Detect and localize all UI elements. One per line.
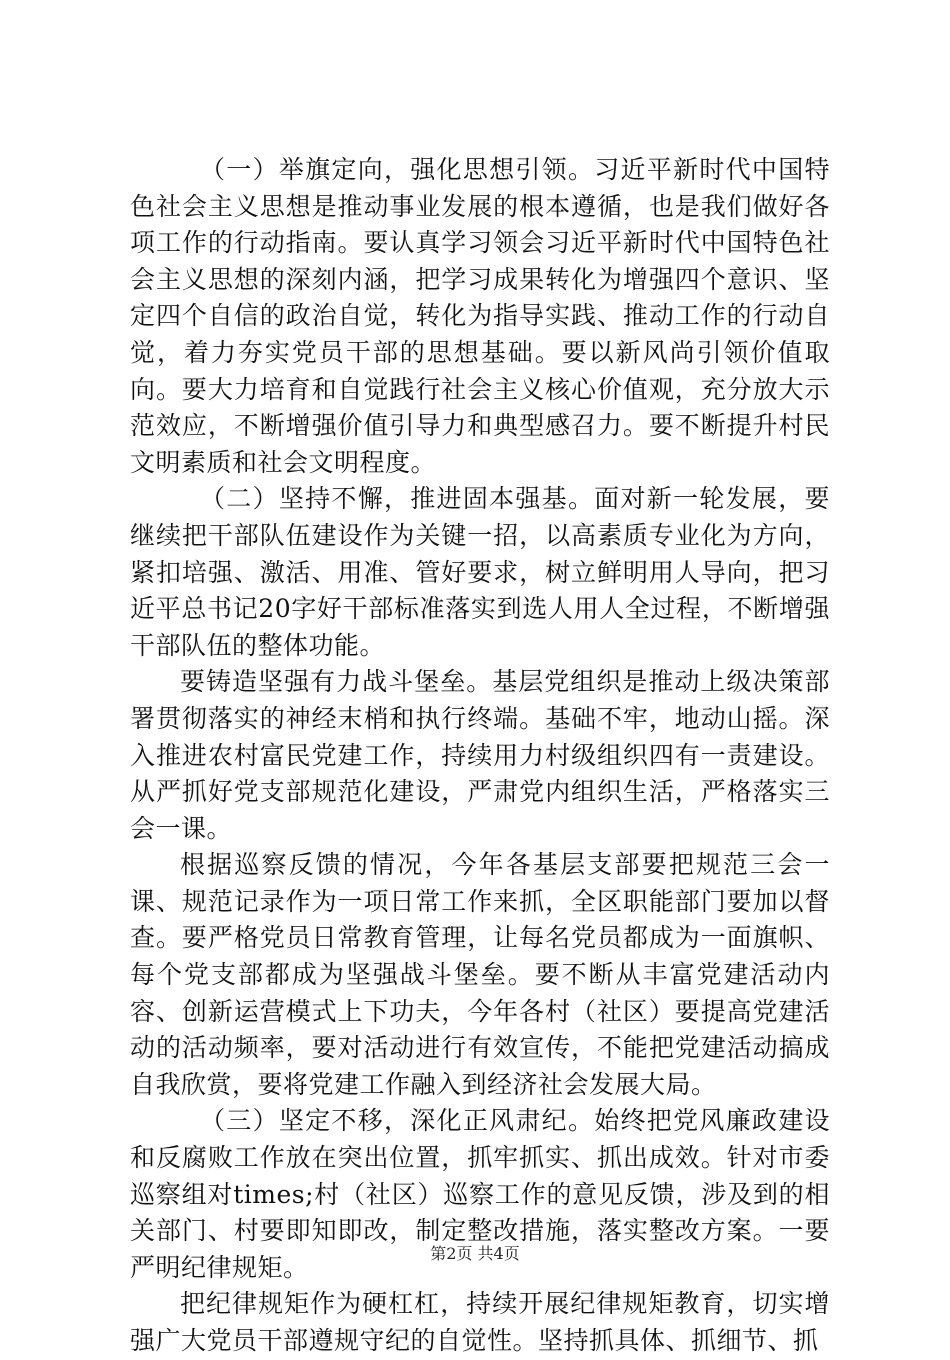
paragraph-inspection: 根据巡察反馈的情况，今年各基层支部要把规范三会一课、规范记录作为一项日常工作来抓，全区职能部门要加以督查。要严格党员日常教育管理，让每名党员都成为一面旗帜、每个党支部都成为坚强战斗堡垒。要不断从丰富党建活动内容、创新运营模式上下功夫，今年各村（社区）要提高党建活动的活动频率，要对活动进行有效宣传，不能把党建活动搞成自我欣赏，要将党建工作融入到经济社会发展大局。	[130, 850, 830, 1099]
page-footer: 第2页 共4页	[430, 1244, 520, 1263]
paragraph-section-one: （一）举旗定向，强化思想引领。习近平新时代中国特色社会主义思想是推动事业发展的根本遵循，也是我们做好各项工作的行动指南。要认真学习领会习近平新时代中国特色社会主义思想的深刻内涵，把学习成果转化为增强四个意识、坚定四个自信的政治自觉，转化为指导实践、推动工作的行动自觉，着力夯实党员干部的思想基础。要以新风尚引领价值取向。要大力培育和自觉践行社会主义核心价值观，充分放大示范效应，不断增强价值引导力和典型感召力。要不断提升村民文明素质和社会文明程度。	[130, 155, 830, 477]
paragraph-section-two: （二）坚持不懈，推进固本强基。面对新一轮发展，要继续把干部队伍建设作为关键一招，以高素质专业化为方向，紧扣培强、激活、用准、管好要求，树立鲜明用人导向，把习近平总书记20字好干部标准落实到选人用人全过程，不断增强干部队伍的整体功能。	[130, 484, 830, 660]
body-text	[130, 152, 830, 1360]
paragraph-fortress: 要铸造坚强有力战斗堡垒。基层党组织是推动上级决策部署贯彻落实的神经末梢和执行终端。基础不牢，地动山摇。深入推进农村富民党建工作，持续用力村级组织四有一责建设。从严抓好党支部规范化建设，严肃党内组织生活，严格落实三会一课。	[130, 667, 830, 843]
paragraph-section-three: （三）坚定不移，深化正风肃纪。始终把党风廉政建设和反腐败工作放在突出位置，抓牢抓实、抓出成效。针对市委巡察组对times;村（社区）巡察工作的意见反馈，涉及到的相关部门、村要即知即改，制定整改措施，落实整改方案。一要严明纪律规矩。	[130, 1106, 830, 1282]
paragraph-discipline: 把纪律规矩作为硬杠杠，持续开展纪律规矩教育，切实增强广大党员干部遵规守纪的自觉性。坚持抓具体、抓细节、抓	[130, 1289, 830, 1355]
